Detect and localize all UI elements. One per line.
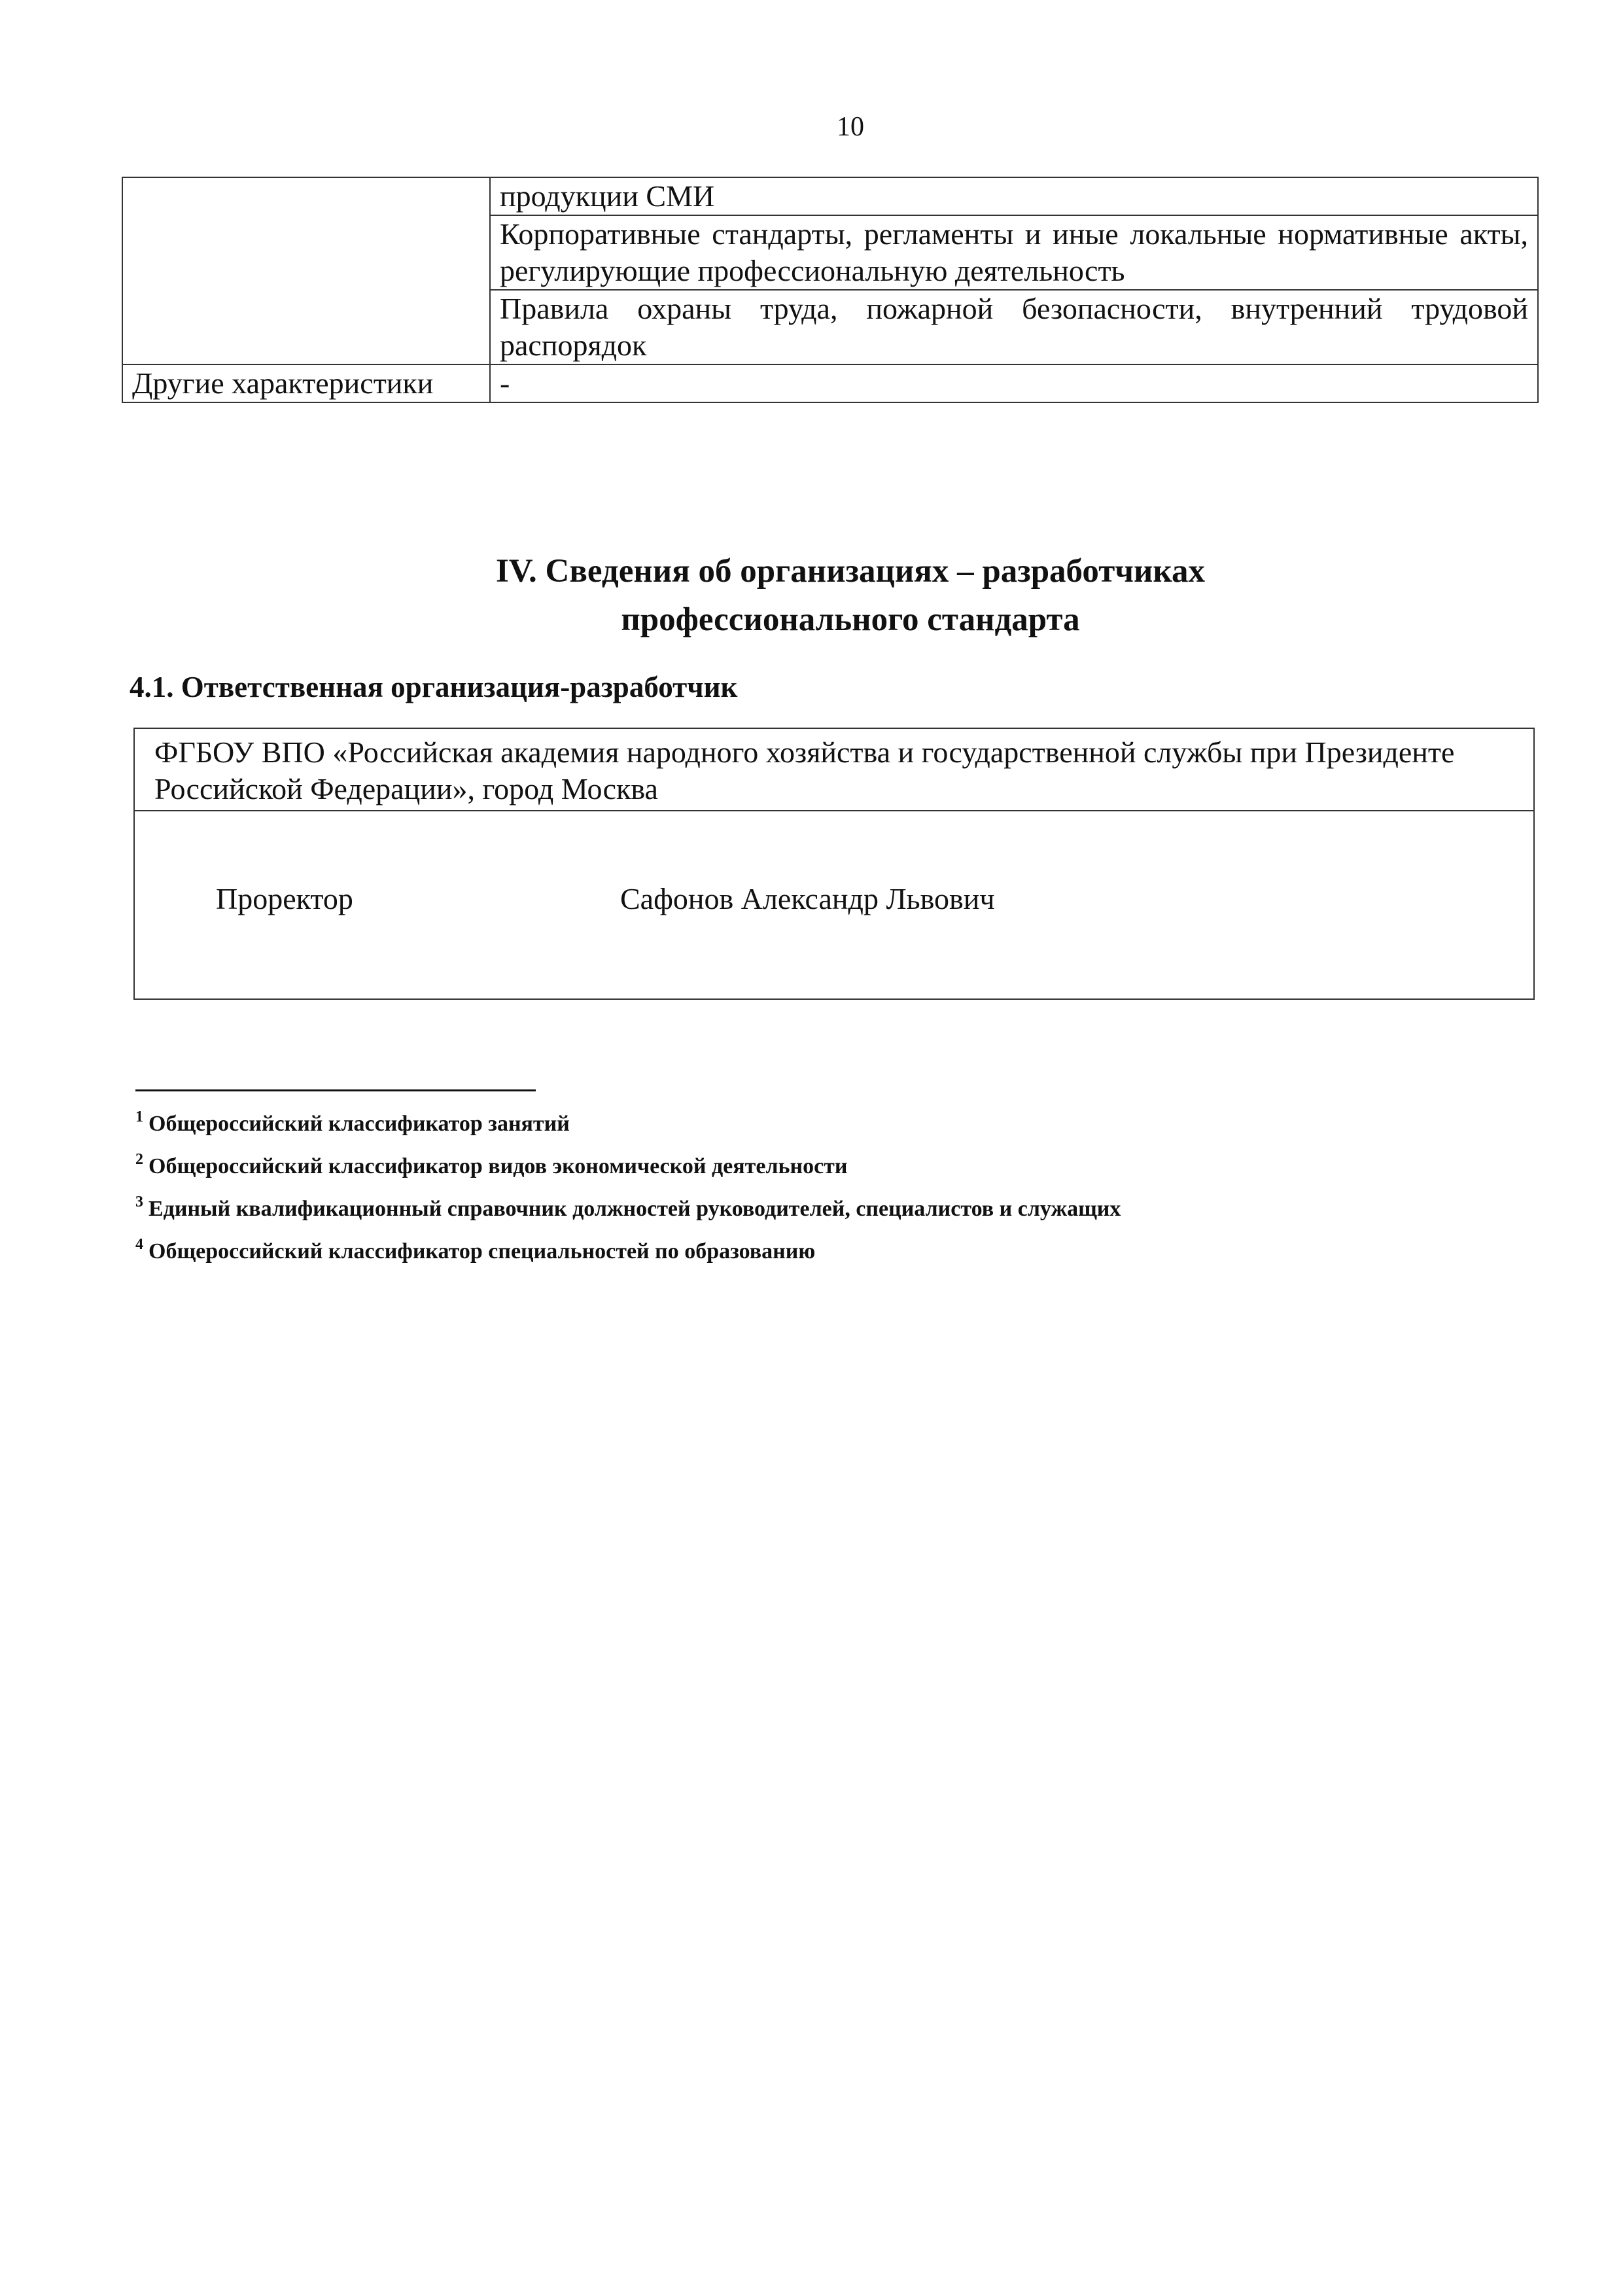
page-number: 10 — [837, 112, 864, 142]
table-cell-safety-rules: Правила охраны труда, пожарной безопасности, внутренний трудовой распорядок — [490, 290, 1538, 364]
signatory-name: Сафонов Александр Львович — [620, 882, 995, 915]
table-cell-media-products: продукции СМИ — [490, 177, 1538, 215]
section-heading — [0, 547, 1623, 644]
footnote-number: 2 — [135, 1151, 143, 1168]
footnote-number: 1 — [135, 1108, 143, 1125]
footnotes — [135, 1099, 1121, 1269]
table-cell-left-empty — [122, 177, 490, 364]
table-cell-corporate-standards: Корпоративные стандарты, регламенты и иные локальные нормативные акты, регулирующие профессиональную деятельность — [490, 215, 1538, 290]
subsection-heading: 4.1. Ответственная организация-разработчик — [130, 671, 738, 703]
section-heading-line-1: IV. Сведения об организациях – разработчиках — [495, 553, 1206, 590]
characteristics-table — [122, 177, 1539, 403]
table-row — [122, 364, 1538, 402]
section-heading-line-2: профессионального стандарта — [621, 601, 1080, 638]
organization-name: ФГБОУ ВПО «Российская академия народного хозяйства и государственной службы при Президенте Российской Федерации», город Москва — [135, 729, 1533, 811]
footnote-divider — [135, 1089, 536, 1091]
footnote-text: Общероссийский классификатор видов экономической деятельности — [148, 1154, 848, 1178]
table-cell-other-characteristics-value: - — [490, 364, 1538, 402]
footnote-text: Общероссийский классификатор занятий — [148, 1112, 570, 1136]
organization-box — [133, 728, 1535, 1000]
footnote-number: 3 — [135, 1193, 143, 1210]
signatory-position: Проректор — [216, 882, 353, 915]
footnote-number: 4 — [135, 1236, 143, 1253]
footnote-text: Единый квалификационный справочник должностей руководителей, специалистов и служащих — [148, 1197, 1121, 1221]
footnote-item — [135, 1184, 1121, 1227]
table-cell-other-characteristics-label: Другие характеристики — [122, 364, 490, 402]
footnote-text: Общероссийский классификатор специальностей по образованию — [148, 1239, 816, 1263]
table-row — [122, 177, 1538, 215]
footnote-item — [135, 1227, 1121, 1269]
footnote-item — [135, 1099, 1121, 1142]
footnote-item — [135, 1142, 1121, 1184]
